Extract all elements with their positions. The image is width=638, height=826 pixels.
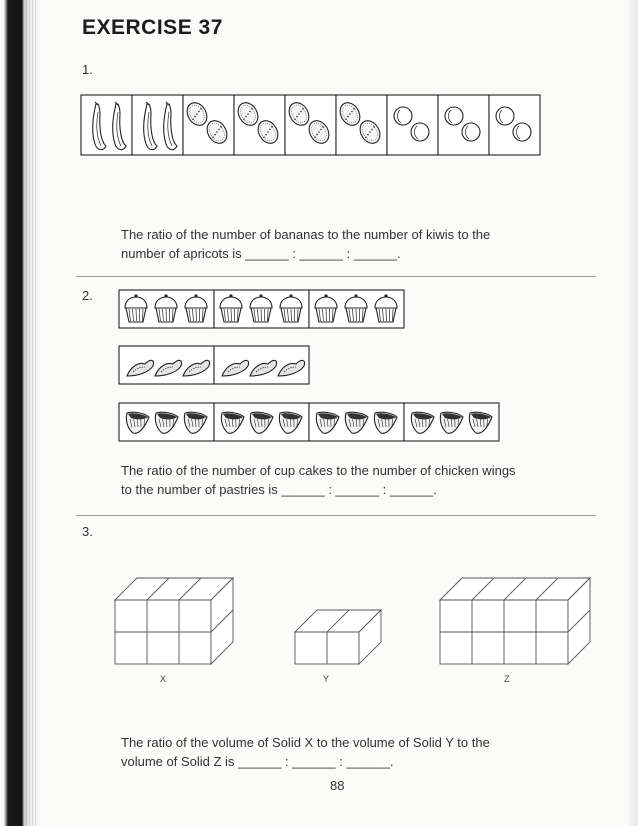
question-2-number: 2. [82,288,93,303]
solid-x [115,578,233,664]
section-divider [76,276,596,277]
chicken-wing-picture-row [118,345,310,385]
apricot-group-box [489,95,540,155]
exercise-title: EXERCISE 37 [82,16,223,39]
pastry-picture-row [118,402,500,442]
question-1-number: 1. [82,62,93,77]
section-divider [76,515,596,516]
binding-texture [26,0,38,826]
question-3-number: 3. [82,524,93,539]
question-3-text-line-2: volume of Solid Z is ______ : ______ : ______. [121,754,394,769]
fruit-picture-row [80,94,594,156]
solids-figure [100,570,600,690]
solid-z [440,578,590,664]
question-1-text-line-2: number of apricots is ______ : ______ : ______. [121,246,401,261]
solid-y [295,610,381,664]
apricot-group-box [387,95,438,155]
question-1-text-line-1: The ratio of the number of bananas to the number of kiwis to the [121,227,491,242]
question-3-text-line-1: The ratio of the volume of Solid X to the volume of Solid Y to the [121,735,490,750]
page-edge [628,0,638,826]
solid-z-label: Z [504,674,510,684]
question-2-text-line-2: to the number of pastries is ______ : ______ : ______. [121,482,437,497]
cupcake-picture-row [118,289,406,329]
solid-x-label: X [160,674,167,684]
page-number: 88 [330,778,345,793]
question-2-text-line-1: The ratio of the number of cup cakes to the number of chicken wings [121,463,516,478]
apricot-group-box [438,95,489,155]
solid-y-label: Y [323,674,330,684]
